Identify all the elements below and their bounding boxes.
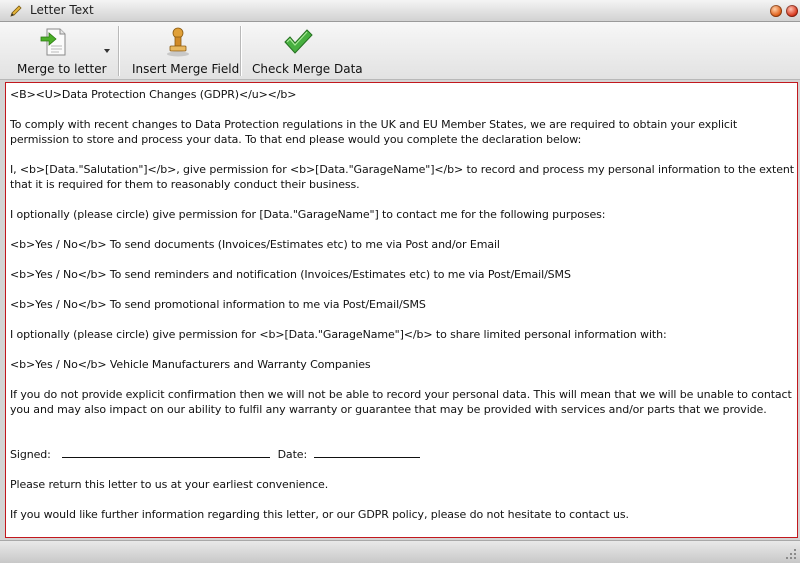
checkmark-icon [282,26,314,58]
signature-blank [62,447,270,458]
letter-heading: <B><U>Data Protection Changes (GDPR)</u></b> [10,88,297,101]
letter-paragraph: I, <b>[Data."Salutation"]</b>, give permission for <b>[Data."GarageName"]</b> to record and process my personal information to the extent that it is required for them to reasonably conduct their business. [10,163,795,191]
date-blank [314,447,420,458]
letter-paragraph: If you do not provide explicit confirmation then we will not be able to record your personal data. This will mean that we will be unable to contact you and may also impact on our ability to fulfil any warranty or guarantee that may be provided with services and/or parts that we provide. [10,388,792,416]
insert-merge-field-label: Insert Merge Field [132,62,240,76]
stamp-icon [162,26,194,58]
letter-paragraph: To comply with recent changes to Data Protection regulations in the UK and EU Member States, we are required to obtain your explicit permission to store and process your data. To that end please would you complete the declaration below: [10,118,738,146]
merge-document-icon [38,26,70,58]
letter-paragraph: If you would like further information regarding this letter, or our GDPR policy, please do not hesitate to contact us. [10,508,629,521]
status-bar [0,540,800,563]
signed-label: Signed: [10,448,51,461]
letter-text[interactable] [10,87,795,537]
signature-line [10,447,795,462]
letter-paragraph: Please return this letter to us at your earliest convenience. [10,478,329,491]
toolbar-separator [240,26,241,76]
insert-merge-field-button[interactable] [126,22,240,80]
resize-grip-icon[interactable] [785,548,797,560]
title-bar [0,0,800,22]
close-button[interactable] [786,5,798,17]
letter-option: <b>Yes / No</b> To send documents (Invoices/Estimates etc) to me via Post and/or Email [10,238,500,251]
letter-editor[interactable] [5,82,798,538]
letter-option: <b>Yes / No</b> Vehicle Manufacturers and Warranty Companies [10,358,371,371]
letter-option: <b>Yes / No</b> To send reminders and notification (Invoices/Estimates etc) to me via Post/Email/SMS [10,268,571,281]
blank-line [10,432,795,447]
minimize-button[interactable] [770,5,782,17]
letter-paragraph: I optionally (please circle) give permission for <b>[Data."GarageName"]</b> to share limited personal information with: [10,328,667,341]
window-title: Letter Text [30,3,94,17]
toolbar-separator [118,26,119,76]
letter-paragraph: I optionally (please circle) give permission for [Data."GarageName"] to contact me for the following purposes: [10,208,606,221]
merge-to-letter-button[interactable] [10,22,107,80]
merge-to-letter-label: Merge to letter [17,62,107,76]
date-label: Date: [277,448,308,461]
pen-icon [9,4,23,18]
toolbar [0,22,800,80]
check-merge-data-label: Check Merge Data [252,62,363,76]
check-merge-data-button[interactable] [248,22,363,80]
merge-dropdown-arrow[interactable] [104,49,110,53]
letter-option: <b>Yes / No</b> To send promotional information to me via Post/Email/SMS [10,298,426,311]
